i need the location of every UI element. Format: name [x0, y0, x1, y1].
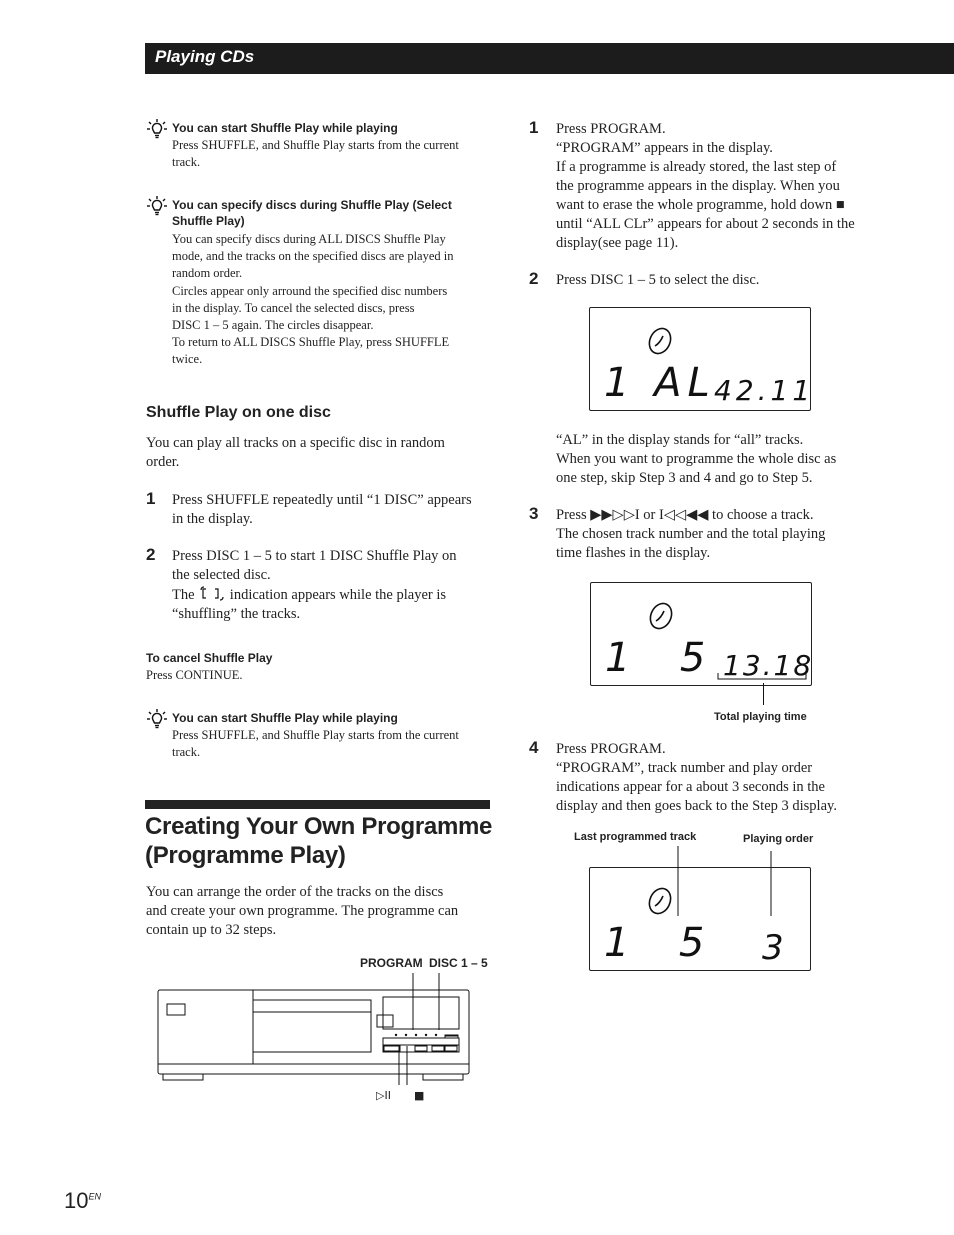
- display-track: 1 5: [605, 635, 714, 681]
- heading-line: Creating Your Own Programme: [145, 813, 493, 840]
- note-paragraph: [556, 431, 886, 488]
- text-line: and create your own programme. The programme can: [146, 903, 459, 919]
- tip-line: twice.: [172, 352, 203, 367]
- disc-icon: [645, 324, 675, 358]
- section-rule: [145, 800, 490, 809]
- tip-line: Press SHUFFLE, and Shuffle Play starts from the current: [172, 728, 459, 742]
- text-line: until “ALL CLr” appears for about 2 seconds in the: [556, 216, 855, 232]
- tip-body: [172, 137, 492, 171]
- tip-body: [172, 727, 492, 761]
- tip-line: mode, and the tracks on the specified discs are played in: [172, 249, 454, 264]
- shuffle-indicator-icon: [198, 585, 226, 602]
- callout-playing-order: Playing order: [743, 833, 814, 845]
- step-number: 2: [529, 269, 539, 288]
- cd-player-illustration: [155, 970, 475, 1085]
- text-line: the programme appears in the display. When you: [556, 178, 840, 194]
- text-line: one step, skip Step 3 and 4 and go to Step 5.: [556, 470, 813, 486]
- text-line: If a programme is already stored, the last step of: [556, 159, 837, 175]
- step-text: [556, 120, 886, 253]
- tip-line: DISC 1 – 5 again. The circles disappear.: [172, 318, 374, 333]
- tip-line: track.: [172, 155, 201, 170]
- tip-line: Press SHUFFLE, and Shuffle Play starts from the current: [172, 138, 459, 152]
- step-text: [556, 271, 886, 290]
- tip-line: You can specify discs during ALL DISCS Shuffle Play: [172, 232, 446, 246]
- display-time: 42.11: [714, 374, 815, 407]
- tip-heading: You can start Shuffle Play while playing: [172, 121, 398, 135]
- text-line: indications appear for a about 3 seconds in the: [556, 779, 825, 795]
- display-order: 3: [762, 928, 784, 968]
- text-line: You can play all tracks on a specific disc in random: [146, 435, 445, 451]
- text-line: “shuffling” the tracks.: [172, 606, 301, 622]
- label-disc: DISC 1 – 5: [429, 956, 488, 970]
- text-line: The indication appears while the player is: [172, 587, 447, 603]
- text-line: “AL” in the display stands for “all” tracks.: [556, 432, 804, 448]
- tip-select-shuffle: [146, 197, 491, 372]
- disc-icon: [646, 599, 676, 633]
- text-line: Press PROGRAM.: [556, 121, 666, 137]
- cancel-body: Press CONTINUE.: [146, 668, 243, 682]
- stop-label: ■: [414, 1089, 425, 1102]
- display-time: 13.18: [723, 649, 814, 682]
- display-track: 1 5: [604, 920, 713, 966]
- cancel-heading: To cancel Shuffle Play: [146, 651, 273, 665]
- text-line: The chosen track number and the total playing: [556, 526, 826, 542]
- step-number: 4: [529, 738, 539, 757]
- intro-paragraph: [146, 434, 491, 472]
- tip-heading: You can specify discs during Shuffle Play (Select Shuffle Play): [172, 198, 452, 228]
- step-text: [172, 491, 492, 529]
- tip-line: track.: [172, 745, 201, 760]
- step-text: [556, 740, 886, 816]
- text-line: order.: [146, 454, 180, 470]
- callout-lines-bottom: [640, 866, 800, 916]
- text-line: You can arrange the order of the tracks on the discs: [146, 884, 444, 900]
- text-line: display and then goes back to the Step 3 display.: [556, 798, 837, 814]
- text-line: time flashes in the display.: [556, 545, 711, 561]
- tip-shuffle-while-playing-2: [146, 710, 491, 770]
- lightbulb-icon: [146, 195, 168, 217]
- section-header-bar: [145, 43, 954, 74]
- lcd-display-1: [589, 307, 815, 411]
- callout-last-track: Last programmed track: [574, 831, 697, 843]
- callout-lines-top: [640, 846, 800, 866]
- step-number: 1: [146, 489, 156, 508]
- step-text: [172, 547, 492, 624]
- text-line: When you want to programme the whole disc as: [556, 451, 837, 467]
- text-line: Press SHUFFLE repeatedly until “1 DISC” appears: [172, 492, 472, 508]
- intro-paragraph: [146, 883, 491, 940]
- step-number: 2: [146, 545, 156, 564]
- page-number: $10^{EN}$: [64, 1188, 101, 1213]
- section-title: Playing CDs: [155, 47, 255, 66]
- display-track: 1 AL: [604, 360, 716, 406]
- lcd-display-2: [590, 582, 812, 686]
- label-program: PROGRAM: [360, 956, 423, 970]
- text-line: the selected disc.: [172, 567, 271, 583]
- callout-line: [763, 683, 764, 705]
- step-text: [556, 506, 886, 563]
- lightbulb-icon: [146, 118, 168, 140]
- lightbulb-icon: [146, 708, 168, 730]
- play-pause-label: ▷II: [376, 1089, 391, 1102]
- text-line: “PROGRAM” appears in the display.: [556, 140, 773, 156]
- tip-line: in the display. To cancel the selected discs, press: [172, 300, 415, 315]
- heading-line: (Programme Play): [145, 842, 346, 869]
- section-heading: [145, 812, 495, 870]
- text-line: display(see page 11).: [556, 235, 679, 251]
- text-line: contain up to 32 steps.: [146, 922, 277, 938]
- text-line: Press DISC 1 – 5 to start 1 DISC Shuffle Play on: [172, 548, 457, 564]
- tip-shuffle-while-playing: [146, 120, 491, 180]
- callout-total-time: Total playing time: [714, 711, 807, 723]
- subsection-heading: Shuffle Play on one disc: [146, 404, 331, 421]
- step-number: 3: [529, 504, 539, 523]
- text-line: in the display.: [172, 511, 253, 527]
- tip-line: Circles appear only arround the specified disc numbers: [172, 283, 448, 298]
- tip-body: [172, 231, 492, 369]
- text-line: Press PROGRAM.: [556, 741, 666, 757]
- tip-heading: You can start Shuffle Play while playing: [172, 711, 398, 725]
- text-line: Press DISC 1 – 5 to select the disc.: [556, 272, 760, 288]
- tip-line: random order.: [172, 266, 243, 281]
- tip-line: To return to ALL DISCS Shuffle Play, press SHUFFLE: [172, 335, 450, 350]
- text-line: want to erase the whole programme, hold down ■: [556, 197, 845, 213]
- step-number: 1: [529, 118, 539, 137]
- text-line: Press ▶▶▷▷I or I◁◁◀◀ to choose a track.: [556, 507, 814, 523]
- text-line: “PROGRAM”, track number and play order: [556, 760, 813, 776]
